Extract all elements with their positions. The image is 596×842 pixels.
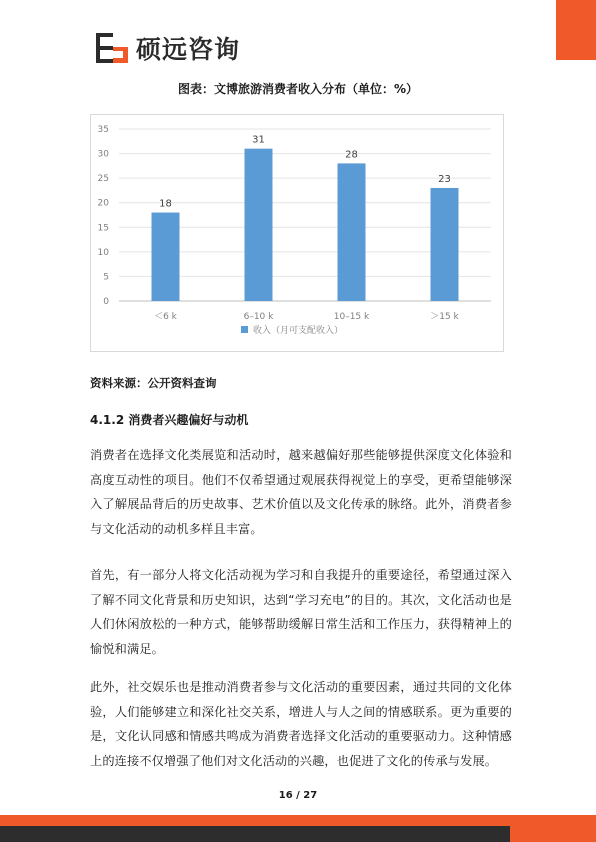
bar	[338, 163, 366, 301]
y-tick-label: 20	[97, 198, 109, 209]
y-tick-label: 30	[97, 149, 109, 160]
bar-chart	[91, 115, 505, 353]
y-tick-label: 15	[97, 223, 109, 234]
data-label: 28	[345, 149, 358, 161]
x-tick-label: 10–15 k	[333, 312, 370, 322]
x-tick-label: ＜6 k	[154, 312, 177, 322]
bar	[245, 149, 273, 301]
data-label: 18	[159, 198, 172, 210]
chart-frame	[90, 114, 504, 352]
brand-logo	[96, 30, 240, 66]
y-tick-label: 5	[103, 272, 109, 283]
paragraph-2: 首先，有一部分人将文化活动视为学习和自我提升的重要途径，希望通过深入了解不同文化背景和历史知识，达到“学习充电”的目的。其次，文化活动也是人们休闲放松的一种方式，能够帮助缓解日常生活和工作压力，获得精神上的愉悦和满足。	[90, 568, 512, 656]
x-tick-label: ＞15 k	[430, 312, 459, 322]
x-tick-label: 6–10 k	[243, 312, 274, 322]
paragraph-1: 消费者在选择文化类展览和活动时，越来越偏好那些能够提供深度文化体验和高度互动性的项目。他们不仅希望通过观展获得视觉上的享受，更希望能够深入了解展品背后的历史故事、艺术价值以及文化传承的脉络。此外，消费者参与文化活动的动机多样且丰富。	[90, 448, 512, 536]
y-tick-label: 0	[103, 297, 109, 307]
footer-dark-bar	[0, 826, 510, 842]
source-note: 资料来源：公开资料查询	[90, 376, 217, 390]
logo-text: 硕远咨询	[136, 35, 241, 64]
logo-mark-icon	[96, 33, 130, 63]
section-heading: 4.1.2 消费者兴趣偏好与动机	[90, 413, 249, 427]
page-number: 16 / 27	[278, 790, 318, 801]
y-tick-label: 35	[97, 125, 109, 135]
chart-title: 图表：文博旅游消费者收入分布（单位：%）	[177, 82, 419, 96]
data-label: 23	[438, 173, 451, 185]
legend-label: 收入（月可支配收入）	[253, 326, 344, 336]
data-label: 31	[252, 134, 265, 146]
y-tick-label: 10	[97, 247, 109, 258]
header-accent-block	[556, 0, 596, 60]
bar	[152, 213, 180, 301]
y-tick-label: 25	[97, 174, 109, 185]
bar	[431, 188, 459, 301]
legend-swatch	[241, 326, 248, 333]
paragraph-3: 此外，社交娱乐也是推动消费者参与文化活动的重要因素，通过共同的文化体验，人们能够建立和深化社交关系，增进人与人之间的情感联系。更为重要的是，文化认同感和情感共鸣成为消费者选择文化活动的重要驱动力。这种情感上的连接不仅增强了他们对文化活动的兴趣，也促进了文化的传承与发展。	[90, 680, 512, 768]
